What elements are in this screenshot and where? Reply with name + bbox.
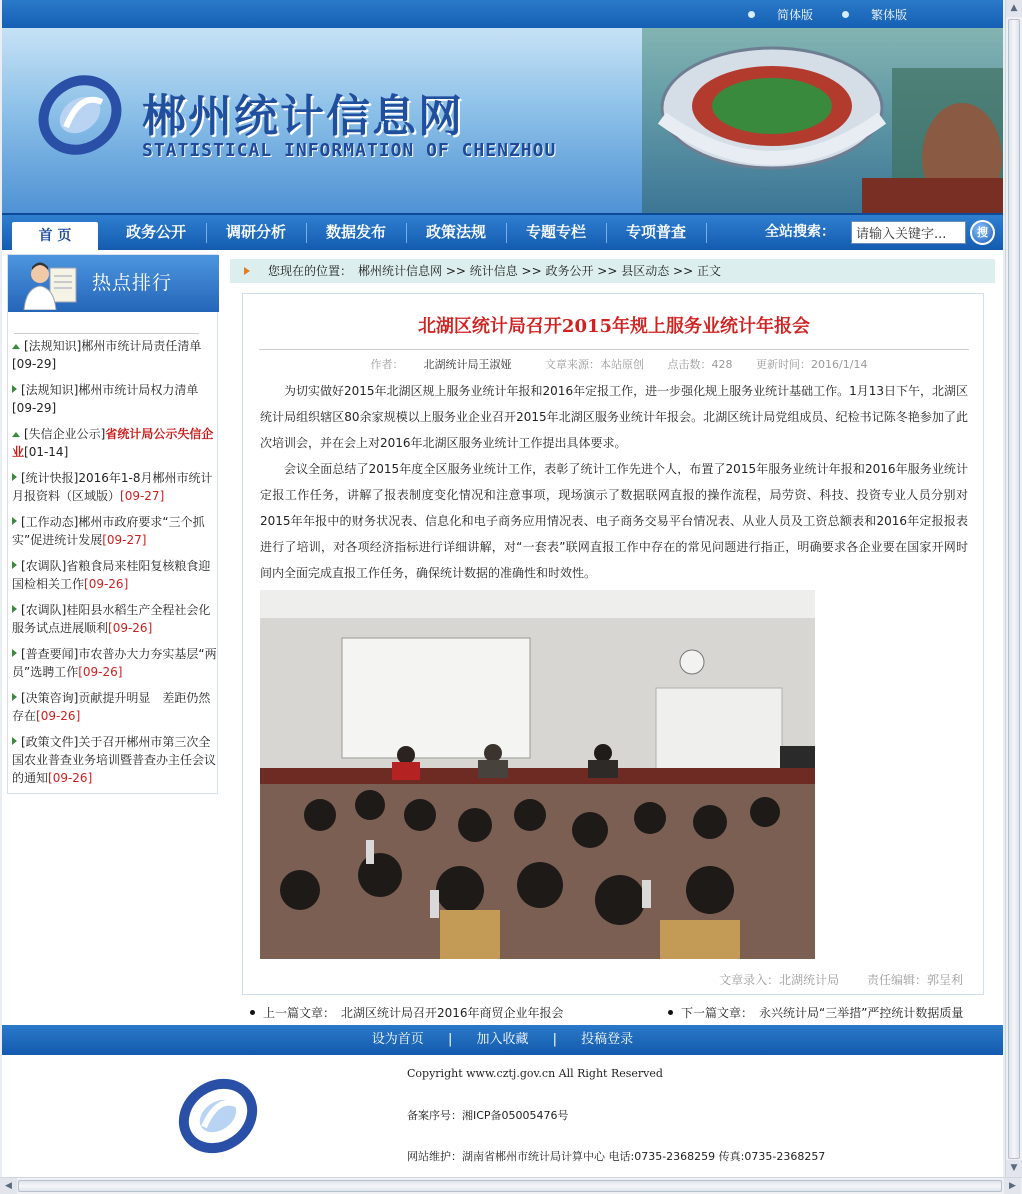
article-clicks: 点击数：428 xyxy=(667,358,733,371)
header-banner xyxy=(2,28,1003,213)
hot-ranking-header xyxy=(8,255,219,312)
item-date: [09-29] xyxy=(12,357,57,371)
maintainer-info: 网站维护：湖南省郴州市统计局计算中心 电话:0735-2368259 传真:0735-2368257 xyxy=(407,1150,826,1163)
search-label: 全站搜索： xyxy=(765,224,835,240)
nav-item-home[interactable]: 首 页 xyxy=(12,222,98,250)
item-tag: [农调队] xyxy=(21,559,67,573)
item-tag: [法规知识] xyxy=(21,383,79,397)
nav-item-policy[interactable]: 政策法规 xyxy=(425,223,486,241)
list-item[interactable] xyxy=(12,381,217,417)
article-paragraph: 为切实做好2015年北湖区规上服务业统计年报和2016年定报工作，进一步强化规上服务业统计基础工作。1月13日下午，北湖区统计局组织辖区80余家规模以上服务业企业召开2015年北湖区服务业统计年报会。北湖区统计局党组成员、纪检书记陈冬艳参加了此次培训会，并在会上对2016年北湖区服务业统计工作提出具体要求。 xyxy=(260,384,968,450)
item-date: [09-27] xyxy=(120,489,165,503)
item-tag: [统计快报] xyxy=(21,471,79,485)
item-tag: [法规知识] xyxy=(24,339,82,353)
item-title[interactable]: 郴州市统计局责任清单 xyxy=(81,339,202,353)
horizontal-scrollbar[interactable] xyxy=(0,1177,1022,1194)
arrow-right-icon xyxy=(12,385,17,393)
prev-article-link[interactable] xyxy=(250,1004,564,1021)
nav-item-affairs[interactable]: 政务公开 xyxy=(125,223,186,241)
list-item[interactable] xyxy=(12,645,217,681)
item-tag: [工作动态] xyxy=(21,515,79,529)
site-wrapper xyxy=(2,0,1003,1177)
bullet-icon xyxy=(748,11,755,18)
prev-article-label[interactable]: 上一篇文章： 北湖区统计局召开2016年商贸企业年报会 xyxy=(263,1006,564,1020)
article-body xyxy=(260,378,968,586)
article-author xyxy=(361,358,522,371)
item-title[interactable]: 2016年1-8月郴州市统计月报资料（区域版） xyxy=(12,471,213,503)
simplified-label[interactable]: 简体版 xyxy=(777,8,814,22)
author-label: 作者： xyxy=(370,358,404,371)
nav-divider xyxy=(706,223,707,243)
item-date: [09-26] xyxy=(108,621,153,635)
arrow-right-icon xyxy=(12,517,17,525)
article-source: 文章来源：本站原创 xyxy=(545,358,645,371)
list-item[interactable] xyxy=(12,557,217,593)
arrow-right-icon xyxy=(12,737,17,745)
item-title[interactable]: 省统计局公示失信企业 xyxy=(12,427,214,459)
bullet-icon xyxy=(250,1010,255,1015)
item-title[interactable]: 市农普办大力夯实基层“两员”选聘工作 xyxy=(12,647,217,679)
item-title[interactable]: 郴州市政府要求“三个抓实”促进统计发展 xyxy=(12,515,205,547)
meeting-photo xyxy=(260,590,815,959)
search-button[interactable]: 搜 xyxy=(970,220,995,245)
search-input[interactable] xyxy=(851,221,966,244)
arrow-right-icon xyxy=(12,649,17,657)
arrow-right-icon xyxy=(12,693,17,701)
article-paragraph: 会议全面总结了2015年度全区服务业统计工作，表彰了统计工作先进个人，布置了2015年服务业统计年报和2016年服务业统计定报工作任务，讲解了报表制度变化情况和注意事项，现场演示了数据联网直报的操作流程，局劳资、科技、投资专业人员分别对2015年年报中的财务状况表、信息化和电子商务应用情况表、电子商务交易平台情况表、从业人员及工资总额表和2016年定报报表进行了培训，对各项经济指标进行详细讲解，对“一套表”联网直报工作中存在的常见问题进行指正，明确要求各企业要在国家开网时间内全面完成直报工作任务，确保统计数据的准确性和时效性。 xyxy=(260,462,968,580)
article-pagination xyxy=(250,1004,990,1022)
arrow-up-icon xyxy=(12,432,20,437)
traditional-link[interactable] xyxy=(842,6,907,23)
arrow-right-icon xyxy=(12,561,17,569)
item-title[interactable]: 桂阳县水稻生产全程社会化服务试点进展顺利 xyxy=(12,603,211,635)
article-meta xyxy=(243,356,985,372)
scroll-left-icon[interactable]: ◀ xyxy=(0,1178,17,1194)
item-tag: [农调队] xyxy=(21,603,67,617)
list-item[interactable] xyxy=(12,513,217,549)
simplified-link[interactable] xyxy=(748,6,813,23)
item-tag: [普查要闻] xyxy=(21,647,79,661)
item-title[interactable]: 贡献提升明显 差距仍然存在 xyxy=(12,691,211,723)
scroll-right-icon[interactable]: ▶ xyxy=(1004,1178,1021,1194)
item-date: [09-29] xyxy=(12,401,57,415)
stadium-image xyxy=(642,28,1003,213)
vertical-scrollbar[interactable] xyxy=(1005,0,1022,1177)
breadcrumb xyxy=(230,259,995,283)
site-logo-icon[interactable] xyxy=(36,72,124,158)
hot-ranking-title: 热点排行 xyxy=(92,272,173,294)
next-article-link[interactable] xyxy=(668,1004,963,1021)
traditional-label[interactable]: 繁体版 xyxy=(871,8,908,22)
triangle-right-icon xyxy=(244,267,250,275)
list-item[interactable] xyxy=(12,601,217,637)
item-date: [01-14] xyxy=(24,445,69,459)
next-article-label[interactable]: 下一篇文章： 永兴统计局“三举措”严控统计数据质量 xyxy=(681,1006,964,1020)
item-tag: [政策文件] xyxy=(21,735,79,749)
arrow-right-icon xyxy=(12,473,17,481)
arrow-up-icon xyxy=(12,344,20,349)
set-homepage-link[interactable]: 设为首页 xyxy=(371,1032,424,1047)
scroll-thumb[interactable] xyxy=(18,1180,1002,1192)
list-item[interactable] xyxy=(12,733,217,787)
site-footer xyxy=(2,1055,1003,1177)
site-title-cn: 郴州统计信息网 xyxy=(142,91,464,142)
list-item[interactable] xyxy=(12,337,217,373)
divider: | xyxy=(447,1032,453,1047)
copyright-text: Copyright www.cztj.gov.cn All Right Reserved xyxy=(407,1067,663,1080)
footer-links-bar xyxy=(2,1025,1003,1055)
item-date: [09-26] xyxy=(36,709,81,723)
article-editor: 责任编辑：郭呈利 xyxy=(866,973,963,987)
item-date: [09-26] xyxy=(84,577,129,591)
scroll-thumb[interactable] xyxy=(1008,19,1020,1159)
nav-item-topics[interactable]: 专题专栏 xyxy=(525,223,586,241)
item-title[interactable]: 关于召开郴州市第三次全国农业普查业务培训暨普查办主任会议的通知 xyxy=(12,735,217,785)
item-date: [09-27] xyxy=(102,533,147,547)
site-title-en: STATISTICAL INFORMATION OF CHENZHOU xyxy=(142,140,557,161)
divider xyxy=(14,333,199,334)
divider: | xyxy=(552,1032,558,1047)
item-date: [09-26] xyxy=(48,771,93,785)
footer-logo-icon xyxy=(174,1075,262,1157)
divider xyxy=(259,349,969,350)
article-panel xyxy=(242,293,984,995)
bullet-icon xyxy=(668,1010,673,1015)
nav-item-census[interactable]: 专项普查 xyxy=(625,223,686,241)
item-title[interactable]: 省粮食局来桂阳复核粮食迎国检相关工作 xyxy=(12,559,211,591)
nav-item-data[interactable]: 数据发布 xyxy=(325,223,386,241)
item-title[interactable]: 郴州市统计局权力清单 xyxy=(78,383,199,397)
icp-record: 备案序号：湘ICP备05005476号 xyxy=(407,1109,569,1122)
item-tag: [决策咨询] xyxy=(21,691,79,705)
bullet-icon xyxy=(842,11,849,18)
main-nav xyxy=(2,213,1003,250)
list-item[interactable] xyxy=(12,469,217,505)
item-date: [09-26] xyxy=(78,665,123,679)
item-tag: [失信企业公示] xyxy=(24,427,106,441)
list-item[interactable] xyxy=(12,689,217,725)
article-entry: 文章录入：北湖统计局 xyxy=(719,973,840,987)
arrow-right-icon xyxy=(12,605,17,613)
top-strip xyxy=(2,0,1003,28)
article-title: 北湖区统计局召开2015年规上服务业统计年报会 xyxy=(417,316,811,337)
add-favorite-link[interactable]: 加入收藏 xyxy=(476,1032,529,1047)
breadcrumb-text[interactable]: 您现在的位置： 郴州统计信息网 >> 统计信息 >> 政务公开 >> 县区动态 >> 正文 xyxy=(268,264,721,278)
author-value: 北湖统计局王淑娅 xyxy=(423,358,512,371)
article-footer xyxy=(243,971,963,988)
article-updated: 更新时间：2016/1/14 xyxy=(756,358,868,371)
list-item[interactable] xyxy=(12,425,217,461)
scroll-down-icon[interactable]: ▼ xyxy=(1006,1160,1022,1177)
scroll-up-icon[interactable]: ▲ xyxy=(1006,0,1022,17)
nav-item-research[interactable]: 调研分析 xyxy=(225,223,286,241)
hot-ranking-panel xyxy=(7,254,218,794)
submission-login-link[interactable]: 投稿登录 xyxy=(581,1032,634,1047)
person-clipboard-icon xyxy=(20,258,82,310)
